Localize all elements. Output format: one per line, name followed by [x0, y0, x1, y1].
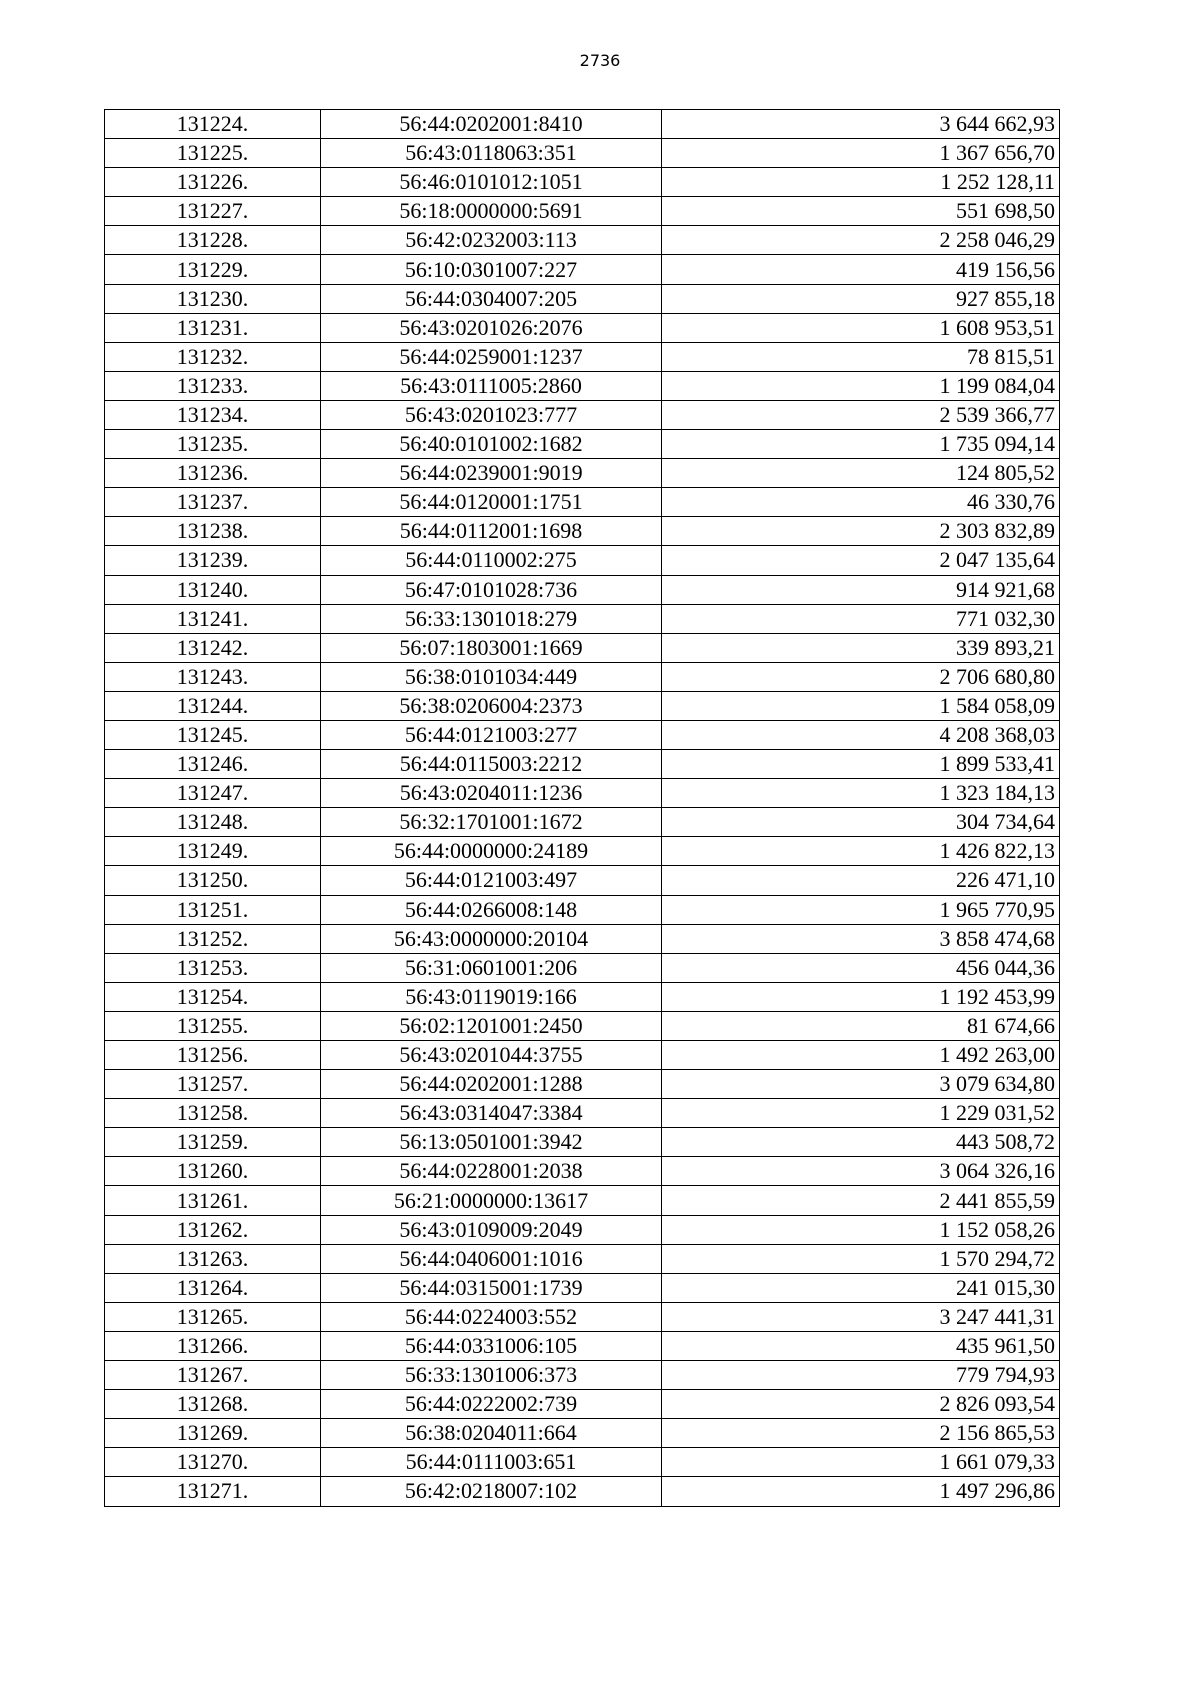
table-row [105, 1302, 1060, 1331]
table-row [105, 1215, 1060, 1244]
cadastral-value-cell: 2 539 366,77 [662, 400, 1060, 429]
cadastral-number-cell: 56:43:0204011:1236 [321, 779, 662, 808]
table-row [105, 400, 1060, 429]
cadastral-value-cell: 1 899 533,41 [662, 750, 1060, 779]
cadastral-value-cell: 1 229 031,52 [662, 1099, 1060, 1128]
table-row [105, 691, 1060, 720]
cadastral-number-cell: 56:44:0331006:105 [321, 1331, 662, 1360]
cadastral-number-cell: 56:44:0112001:1698 [321, 517, 662, 546]
cadastral-value-cell: 1 426 822,13 [662, 837, 1060, 866]
cadastral-number-cell: 56:43:0201044:3755 [321, 1041, 662, 1070]
table-row [105, 255, 1060, 284]
cadastral-value-cell: 3 644 662,93 [662, 110, 1060, 139]
cadastral-number-cell: 56:02:1201001:2450 [321, 1011, 662, 1040]
cadastral-number-cell: 56:42:0232003:113 [321, 226, 662, 255]
row-number-cell: 131271. [105, 1477, 321, 1506]
table-row [105, 575, 1060, 604]
cadastral-value-cell: 443 508,72 [662, 1128, 1060, 1157]
table-row [105, 604, 1060, 633]
cadastral-number-cell: 56:44:0222002:739 [321, 1390, 662, 1419]
page-number: 2736 [579, 51, 621, 70]
table-row [105, 110, 1060, 139]
row-number-cell: 131225. [105, 139, 321, 168]
table-row [105, 284, 1060, 313]
cadastral-value-table [104, 109, 1060, 1507]
cadastral-number-cell: 56:44:0111003:651 [321, 1448, 662, 1477]
table-row [105, 866, 1060, 895]
row-number-cell: 131264. [105, 1273, 321, 1302]
table-row [105, 1128, 1060, 1157]
table-row [105, 139, 1060, 168]
table-row [105, 1041, 1060, 1070]
table-row [105, 953, 1060, 982]
table-row [105, 982, 1060, 1011]
cadastral-number-cell: 56:43:0201023:777 [321, 400, 662, 429]
cadastral-value-cell: 1 492 263,00 [662, 1041, 1060, 1070]
cadastral-number-cell: 56:43:0000000:20104 [321, 924, 662, 953]
cadastral-value-cell: 304 734,64 [662, 808, 1060, 837]
row-number-cell: 131255. [105, 1011, 321, 1040]
row-number-cell: 131239. [105, 546, 321, 575]
cadastral-value-cell: 914 921,68 [662, 575, 1060, 604]
cadastral-value-cell: 2 303 832,89 [662, 517, 1060, 546]
cadastral-value-cell: 2 441 855,59 [662, 1186, 1060, 1215]
cadastral-value-cell: 1 497 296,86 [662, 1477, 1060, 1506]
table-body [105, 110, 1060, 1507]
row-number-cell: 131237. [105, 488, 321, 517]
row-number-cell: 131269. [105, 1419, 321, 1448]
row-number-cell: 131230. [105, 284, 321, 313]
cadastral-number-cell: 56:44:0000000:24189 [321, 837, 662, 866]
table-row [105, 895, 1060, 924]
table-row [105, 517, 1060, 546]
cadastral-value-cell: 1 570 294,72 [662, 1244, 1060, 1273]
cadastral-number-cell: 56:44:0228001:2038 [321, 1157, 662, 1186]
table-row [105, 1070, 1060, 1099]
cadastral-number-cell: 56:18:0000000:5691 [321, 197, 662, 226]
cadastral-number-cell: 56:44:0202001:8410 [321, 110, 662, 139]
table-row [105, 197, 1060, 226]
cadastral-value-cell: 3 079 634,80 [662, 1070, 1060, 1099]
cadastral-value-cell: 1 367 656,70 [662, 139, 1060, 168]
cadastral-value-cell: 1 152 058,26 [662, 1215, 1060, 1244]
table-row [105, 633, 1060, 662]
table-row [105, 779, 1060, 808]
cadastral-value-cell: 339 893,21 [662, 633, 1060, 662]
row-number-cell: 131261. [105, 1186, 321, 1215]
row-number-cell: 131257. [105, 1070, 321, 1099]
table-row [105, 1331, 1060, 1360]
cadastral-number-cell: 56:10:0301007:227 [321, 255, 662, 284]
cadastral-value-cell: 3 247 441,31 [662, 1302, 1060, 1331]
table-row [105, 1361, 1060, 1390]
table-row [105, 226, 1060, 255]
cadastral-value-cell: 2 156 865,53 [662, 1419, 1060, 1448]
cadastral-number-cell: 56:33:1301006:373 [321, 1361, 662, 1390]
row-number-cell: 131226. [105, 168, 321, 197]
cadastral-number-cell: 56:44:0304007:205 [321, 284, 662, 313]
row-number-cell: 131265. [105, 1302, 321, 1331]
cadastral-value-cell: 2 706 680,80 [662, 662, 1060, 691]
row-number-cell: 131224. [105, 110, 321, 139]
cadastral-number-cell: 56:44:0239001:9019 [321, 459, 662, 488]
cadastral-number-cell: 56:46:0101012:1051 [321, 168, 662, 197]
cadastral-value-cell: 3 858 474,68 [662, 924, 1060, 953]
table-row [105, 837, 1060, 866]
row-number-cell: 131242. [105, 633, 321, 662]
table-row [105, 1390, 1060, 1419]
cadastral-number-cell: 56:43:0111005:2860 [321, 371, 662, 400]
table-row [105, 1186, 1060, 1215]
cadastral-value-cell: 226 471,10 [662, 866, 1060, 895]
table-row [105, 313, 1060, 342]
cadastral-value-cell: 2 258 046,29 [662, 226, 1060, 255]
cadastral-value-cell: 551 698,50 [662, 197, 1060, 226]
table-row [105, 750, 1060, 779]
table-row [105, 342, 1060, 371]
cadastral-number-cell: 56:13:0501001:3942 [321, 1128, 662, 1157]
table-row [105, 1419, 1060, 1448]
table-row [105, 546, 1060, 575]
cadastral-number-cell: 56:21:0000000:13617 [321, 1186, 662, 1215]
row-number-cell: 131235. [105, 430, 321, 459]
table-row [105, 168, 1060, 197]
row-number-cell: 131250. [105, 866, 321, 895]
cadastral-value-cell: 1 661 079,33 [662, 1448, 1060, 1477]
cadastral-number-cell: 56:44:0202001:1288 [321, 1070, 662, 1099]
cadastral-number-cell: 56:07:1803001:1669 [321, 633, 662, 662]
cadastral-value-cell: 1 584 058,09 [662, 691, 1060, 720]
cadastral-number-cell: 56:42:0218007:102 [321, 1477, 662, 1506]
cadastral-value-cell: 1 199 084,04 [662, 371, 1060, 400]
row-number-cell: 131249. [105, 837, 321, 866]
cadastral-number-cell: 56:44:0266008:148 [321, 895, 662, 924]
cadastral-number-cell: 56:38:0101034:449 [321, 662, 662, 691]
cadastral-number-cell: 56:33:1301018:279 [321, 604, 662, 633]
row-number-cell: 131241. [105, 604, 321, 633]
row-number-cell: 131260. [105, 1157, 321, 1186]
row-number-cell: 131234. [105, 400, 321, 429]
row-number-cell: 131244. [105, 691, 321, 720]
row-number-cell: 131248. [105, 808, 321, 837]
row-number-cell: 131262. [105, 1215, 321, 1244]
table-row [105, 1099, 1060, 1128]
row-number-cell: 131229. [105, 255, 321, 284]
row-number-cell: 131236. [105, 459, 321, 488]
table-row [105, 430, 1060, 459]
row-number-cell: 131246. [105, 750, 321, 779]
cadastral-number-cell: 56:31:0601001:206 [321, 953, 662, 982]
cadastral-number-cell: 56:44:0121003:497 [321, 866, 662, 895]
cadastral-number-cell: 56:32:1701001:1672 [321, 808, 662, 837]
row-number-cell: 131266. [105, 1331, 321, 1360]
cadastral-number-cell: 56:47:0101028:736 [321, 575, 662, 604]
cadastral-value-cell: 124 805,52 [662, 459, 1060, 488]
cadastral-value-cell: 241 015,30 [662, 1273, 1060, 1302]
cadastral-number-cell: 56:44:0115003:2212 [321, 750, 662, 779]
table-row [105, 924, 1060, 953]
cadastral-number-cell: 56:44:0315001:1739 [321, 1273, 662, 1302]
row-number-cell: 131245. [105, 720, 321, 749]
row-number-cell: 131227. [105, 197, 321, 226]
row-number-cell: 131263. [105, 1244, 321, 1273]
row-number-cell: 131258. [105, 1099, 321, 1128]
cadastral-number-cell: 56:38:0204011:664 [321, 1419, 662, 1448]
row-number-cell: 131252. [105, 924, 321, 953]
cadastral-number-cell: 56:44:0259001:1237 [321, 342, 662, 371]
row-number-cell: 131232. [105, 342, 321, 371]
row-number-cell: 131267. [105, 1361, 321, 1390]
table-row [105, 1273, 1060, 1302]
cadastral-number-cell: 56:43:0119019:166 [321, 982, 662, 1011]
cadastral-value-cell: 3 064 326,16 [662, 1157, 1060, 1186]
cadastral-value-cell: 1 965 770,95 [662, 895, 1060, 924]
cadastral-number-cell: 56:44:0224003:552 [321, 1302, 662, 1331]
cadastral-value-cell: 1 735 094,14 [662, 430, 1060, 459]
cadastral-number-cell: 56:40:0101002:1682 [321, 430, 662, 459]
cadastral-number-cell: 56:43:0109009:2049 [321, 1215, 662, 1244]
table-row [105, 459, 1060, 488]
cadastral-value-cell: 46 330,76 [662, 488, 1060, 517]
cadastral-value-cell: 435 961,50 [662, 1331, 1060, 1360]
cadastral-value-cell: 1 252 128,11 [662, 168, 1060, 197]
cadastral-value-cell: 81 674,66 [662, 1011, 1060, 1040]
row-number-cell: 131238. [105, 517, 321, 546]
table-row [105, 662, 1060, 691]
row-number-cell: 131240. [105, 575, 321, 604]
row-number-cell: 131251. [105, 895, 321, 924]
cadastral-value-cell: 927 855,18 [662, 284, 1060, 313]
cadastral-value-cell: 779 794,93 [662, 1361, 1060, 1390]
cadastral-value-cell: 2 826 093,54 [662, 1390, 1060, 1419]
row-number-cell: 131247. [105, 779, 321, 808]
row-number-cell: 131228. [105, 226, 321, 255]
cadastral-value-cell: 78 815,51 [662, 342, 1060, 371]
cadastral-value-cell: 2 047 135,64 [662, 546, 1060, 575]
row-number-cell: 131256. [105, 1041, 321, 1070]
row-number-cell: 131259. [105, 1128, 321, 1157]
table-row [105, 488, 1060, 517]
cadastral-value-cell: 456 044,36 [662, 953, 1060, 982]
row-number-cell: 131254. [105, 982, 321, 1011]
cadastral-number-cell: 56:44:0110002:275 [321, 546, 662, 575]
cadastral-number-cell: 56:38:0206004:2373 [321, 691, 662, 720]
cadastral-value-cell: 4 208 368,03 [662, 720, 1060, 749]
cadastral-number-cell: 56:43:0118063:351 [321, 139, 662, 168]
row-number-cell: 131231. [105, 313, 321, 342]
cadastral-number-cell: 56:44:0120001:1751 [321, 488, 662, 517]
row-number-cell: 131270. [105, 1448, 321, 1477]
table-row [105, 371, 1060, 400]
table-row [105, 1157, 1060, 1186]
cadastral-number-cell: 56:44:0121003:277 [321, 720, 662, 749]
row-number-cell: 131253. [105, 953, 321, 982]
cadastral-value-cell: 1 192 453,99 [662, 982, 1060, 1011]
table-row [105, 1011, 1060, 1040]
row-number-cell: 131233. [105, 371, 321, 400]
table-row [105, 720, 1060, 749]
table-row [105, 1477, 1060, 1506]
row-number-cell: 131243. [105, 662, 321, 691]
cadastral-number-cell: 56:43:0314047:3384 [321, 1099, 662, 1128]
table-row [105, 1448, 1060, 1477]
cadastral-value-cell: 419 156,56 [662, 255, 1060, 284]
cadastral-value-cell: 1 608 953,51 [662, 313, 1060, 342]
cadastral-value-cell: 771 032,30 [662, 604, 1060, 633]
table-row [105, 808, 1060, 837]
table-row [105, 1244, 1060, 1273]
cadastral-value-cell: 1 323 184,13 [662, 779, 1060, 808]
cadastral-number-cell: 56:43:0201026:2076 [321, 313, 662, 342]
cadastral-number-cell: 56:44:0406001:1016 [321, 1244, 662, 1273]
row-number-cell: 131268. [105, 1390, 321, 1419]
